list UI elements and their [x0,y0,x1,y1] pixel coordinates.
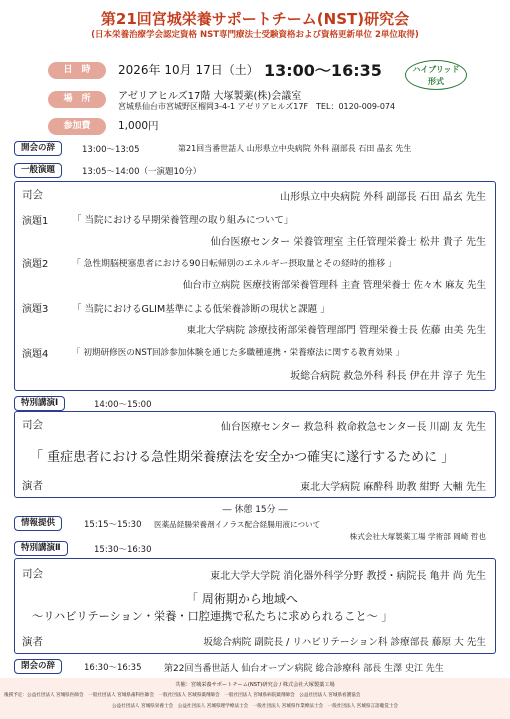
opening-speaker: 第21回当番世話人 山形県立中央病院 外科 副部長 石田 晶玄 先生 [178,144,412,153]
presentation-2-title: 「 急性期脳梗塞患者における90日転帰別のエネルギー摂取量とその経時的推移 」 [72,259,397,269]
closing-time: 16:30～16:35 [84,663,142,673]
hybrid-line2: 形式 [428,77,444,86]
special1-chair: 仙台医療センター 救急科 救命救急センター長 川副 友 先生 [220,422,486,433]
closing-speaker: 第22回当番世話人 仙台オープン病院 総合診療科 部長 生澤 史江 先生 [164,664,444,674]
special1-speaker: 東北大学病院 麻酔科 助教 紺野 大輔 先生 [300,482,486,493]
presentation-1-title: 「 当院における早期栄養管理の取り組みについて」 [72,215,294,226]
closing-tag: 閉会の辞 [14,659,62,674]
presentation-1-speaker: 仙台医療センター 栄養管理室 主任管理栄養士 松井 貴子 先生 [210,237,486,248]
fee-label: 参加費 [48,118,106,135]
hybrid-badge [405,60,467,90]
presentation-4-num: 演題4 [22,349,49,360]
date-value: 2026年 10月 17日（土） [118,63,259,77]
special2-tag: 特別講演Ⅱ [14,541,68,556]
page-subtitle: (日本栄養治療学会認定資格 NST専門療法士受験資格および資格更新単位 2単位取得) [91,30,419,40]
special2-speaker: 坂総合病院 副院長 / リハビリテーション科 診療部長 藤原 大 先生 [203,637,486,648]
fee-value: 1,000円 [118,120,159,132]
hybrid-line1: ハイブリッド [412,65,460,74]
special1-speaker-label: 演者 [22,480,43,492]
special2-chair-label: 司会 [22,568,43,580]
presentation-1-num: 演題1 [22,216,49,227]
date-label: 日 時 [48,62,106,79]
venue-address: 宮城県仙台市宮城野区榴岡3-4-1 アゼリアヒルズ17F TEL：0120-009-074 [118,102,396,111]
break-label: ― 休憩 15分 ― [222,505,288,515]
presentation-2-speaker: 仙台市立病院 医療技術部栄養管理科 主査 管理栄養士 佐々木 麻友 先生 [182,280,486,291]
special1-tag: 特別講演Ⅰ [14,396,65,411]
venue-label: 場 所 [48,91,106,108]
footer-supporters-2: 公益社団法人 宮城県栄養士会 公益社団法人 宮城県理学療法士会 一般社団法人 宮城県作業療法士会 一般社団法人 宮城県言語聴覚士会 [111,704,399,709]
special2-speaker-label: 演者 [22,636,43,648]
general-time: 13:05～14:00（一演題10分） [82,167,202,177]
presentation-4-speaker: 坂総合病院 救急外科 科長 伊在井 淳子 先生 [290,371,486,382]
presentation-3-title: 「 当院におけるGLIM基準による低栄養診断の現状と課題 」 [72,304,330,315]
page-title: 第21回宮城栄養サポートチーム(NST)研究会 [100,10,410,28]
presentation-4-title: 「 初期研修医のNST回診参加体験を通じた多職種連携・栄養療法に関する教育効果 」 [72,348,404,358]
presentation-3-speaker: 東北大学病院 診療技術部栄養管理部門 管理栄養士長 佐藤 由美 先生 [186,325,486,336]
general-chair-label: 司会 [22,189,43,201]
opening-time: 13:00～13:05 [82,145,140,155]
special1-time: 14:00～15:00 [94,400,152,410]
special1-title: 「 重症患者における急性期栄養療法を安全かつ確実に遂行するために 」 [30,450,455,465]
presentation-2-num: 演題2 [22,259,49,270]
venue-name: アゼリアヒルズ17階 大塚製薬(株)会議室 [118,91,302,102]
info-provision-time: 15:15～15:30 [84,520,142,530]
special2-title-line1: 「 周術期から地域へ [186,592,298,606]
presentation-3-num: 演題3 [22,304,49,315]
special1-chair-label: 司会 [22,419,43,431]
special2-chair: 東北大学大学院 消化器外科学分野 教授・病院長 亀井 尚 先生 [210,571,486,582]
info-provision-presenter: 株式会社大塚製薬工場 学術部 岡崎 哲也 [349,532,486,541]
special2-time: 15:30～16:30 [94,545,152,555]
footer [0,678,510,719]
info-provision-topic: 医薬品経腸栄養剤イノラス配合経腸用液について [154,520,321,529]
time-value: 13:00～16:35 [264,61,382,80]
footer-organizers: 共催：宮城栄養サポートチーム(NST)研究会 / 株式会社大塚製薬工場 [175,682,335,688]
footer-supporters-1: 後援予定：公益社団法人 宮城県医師会 一般社団法人 宮城県歯科医師会 一般社団法人 宮城県薬剤師会 一般社団法人 宮城県病院薬剤師会 公益社団法人 宮城県看護協会 [4,693,361,698]
opening-tag: 開会の辞 [14,141,62,156]
general-tag: 一般演題 [14,163,62,178]
info-provision-tag: 情報提供 [14,516,62,531]
general-chair: 山形県立中央病院 外科 副部長 石田 晶玄 先生 [280,192,486,203]
special2-title-line2: ～リハビリテーション・栄養・口腔連携で私たちに求められること～ 」 [32,610,393,623]
